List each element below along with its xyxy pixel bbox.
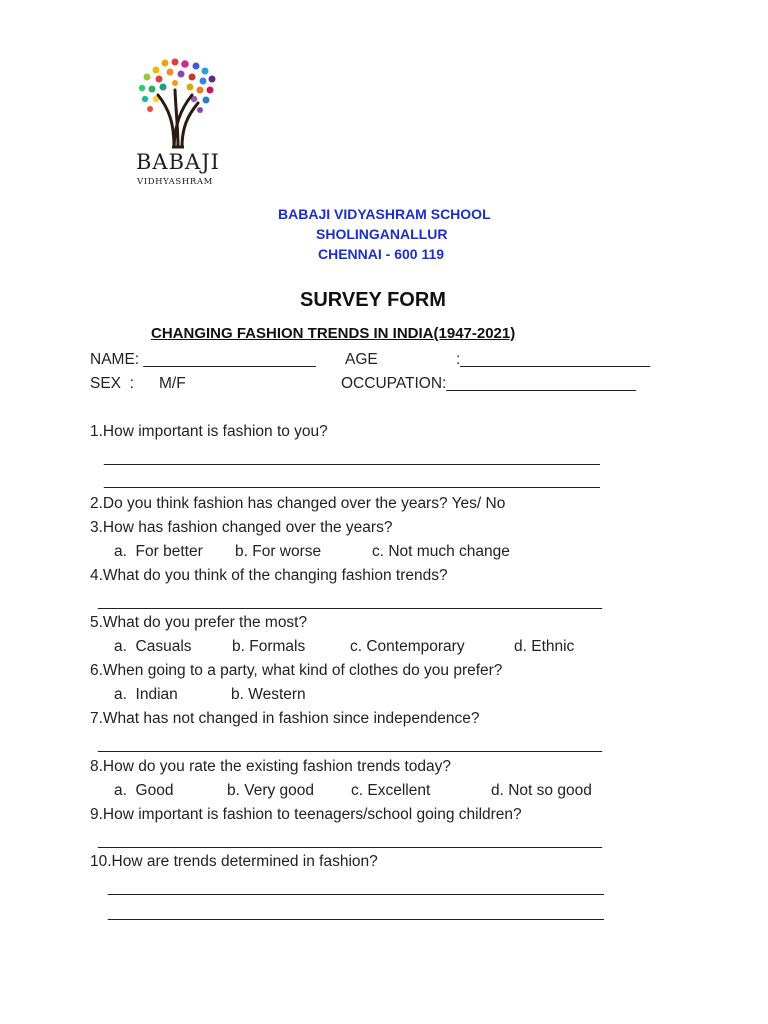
- page-subtitle: CHANGING FASHION TRENDS IN INDIA(1947-2021): [151, 325, 516, 342]
- answer-line[interactable]: ______________________________________________________________: [98, 832, 602, 849]
- logo-wordmark: BABAJI: [136, 150, 220, 174]
- option-q3-a[interactable]: a. For better: [114, 543, 203, 560]
- answer-line[interactable]: _____________________________________________________________: [108, 879, 604, 896]
- answer-line[interactable]: _____________________________________________________________: [104, 472, 600, 489]
- school-area: SHOLINGANALLUR: [316, 226, 448, 242]
- option-q5-a[interactable]: a. Casuals: [114, 638, 192, 655]
- question-8: 8.How do you rate the existing fashion trends today?: [90, 758, 452, 775]
- option-q6-b[interactable]: b. Western: [231, 686, 306, 703]
- page-title: SURVEY FORM: [300, 289, 446, 311]
- age-field[interactable]: :______________________: [456, 351, 650, 368]
- answer-line[interactable]: ______________________________________________________________: [98, 736, 602, 753]
- question-1: 1.How important is fashion to you?: [90, 423, 328, 440]
- question-2: 2.Do you think fashion has changed over the years? Yes/ No: [90, 495, 506, 512]
- age-label: AGE: [345, 351, 378, 368]
- logo-subtitle: VIDHYASHRAM: [137, 177, 213, 187]
- option-q8-a[interactable]: a. Good: [114, 782, 174, 799]
- option-q8-c[interactable]: c. Excellent: [351, 782, 431, 799]
- option-q5-c[interactable]: c. Contemporary: [350, 638, 465, 655]
- answer-line[interactable]: ______________________________________________________________: [98, 593, 602, 610]
- option-q5-b[interactable]: b. Formals: [232, 638, 306, 655]
- name-field[interactable]: NAME: ____________________: [90, 351, 316, 368]
- question-6: 6.When going to a party, what kind of clothes do you prefer?: [90, 662, 503, 679]
- school-city: CHENNAI - 600 119: [318, 246, 445, 262]
- answer-line[interactable]: _____________________________________________________________: [104, 449, 600, 466]
- school-name: BABAJI VIDYASHRAM SCHOOL: [278, 206, 491, 222]
- option-q8-b[interactable]: b. Very good: [227, 782, 315, 799]
- sex-options[interactable]: M/F: [159, 375, 186, 392]
- answer-line[interactable]: _____________________________________________________________: [108, 904, 604, 921]
- question-3: 3.How has fashion changed over the years?: [90, 519, 393, 536]
- question-10: 10.How are trends determined in fashion?: [90, 853, 378, 870]
- option-q5-d[interactable]: d. Ethnic: [514, 638, 575, 655]
- sex-label: SEX :: [90, 375, 134, 392]
- option-q8-d[interactable]: d. Not so good: [491, 782, 592, 799]
- occupation-field[interactable]: OCCUPATION:______________________: [341, 375, 636, 392]
- question-5: 5.What do you prefer the most?: [90, 614, 308, 631]
- question-9: 9.How important is fashion to teenagers/school going children?: [90, 806, 522, 823]
- option-q3-c[interactable]: c. Not much change: [372, 543, 510, 560]
- option-q3-b[interactable]: b. For worse: [235, 543, 322, 560]
- option-q6-a[interactable]: a. Indian: [114, 686, 178, 703]
- question-4: 4.What do you think of the changing fashion trends?: [90, 567, 448, 584]
- school-logo: [130, 55, 230, 195]
- question-7: 7.What has not changed in fashion since independence?: [90, 710, 480, 727]
